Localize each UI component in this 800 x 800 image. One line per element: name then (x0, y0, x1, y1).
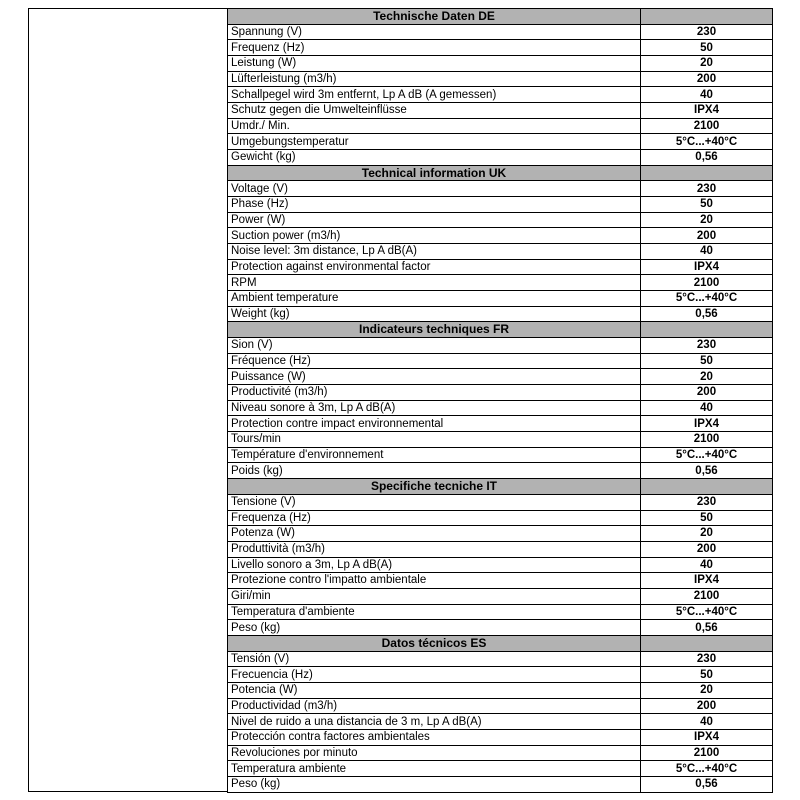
spec-row (228, 338, 773, 354)
spec-row (228, 698, 773, 714)
spec-value: 0,56 (641, 620, 773, 636)
spec-row (228, 714, 773, 730)
spec-label: Protección contra factores ambientales (228, 729, 641, 745)
spec-row (228, 306, 773, 322)
spec-value: 230 (641, 24, 773, 40)
spec-label: Livello sonoro a 3m, Lp A dB(A) (228, 557, 641, 573)
spec-value: 40 (641, 714, 773, 730)
spec-row (228, 259, 773, 275)
spec-value: 5°C...+40°C (641, 291, 773, 307)
spec-row (228, 620, 773, 636)
spec-row (228, 228, 773, 244)
spec-label: Potencia (W) (228, 682, 641, 698)
spec-value: 2100 (641, 118, 773, 134)
spec-label: Spannung (V) (228, 24, 641, 40)
spec-label: Peso (kg) (228, 776, 641, 792)
spec-value: IPX4 (641, 573, 773, 589)
spec-value: 50 (641, 197, 773, 213)
spec-row (228, 244, 773, 260)
spec-row (228, 463, 773, 479)
spec-label: Protection contre impact environnemental (228, 416, 641, 432)
spec-row (228, 651, 773, 667)
spec-label: Productivité (m3/h) (228, 385, 641, 401)
spec-label: Température d'environnement (228, 447, 641, 463)
spec-row (228, 729, 773, 745)
spec-value: 5°C...+40°C (641, 604, 773, 620)
spec-row (228, 557, 773, 573)
spec-label: Productividad (m3/h) (228, 698, 641, 714)
spec-value: 230 (641, 338, 773, 354)
section-header-value-cell (641, 165, 773, 181)
spec-label: Umdr./ Min. (228, 118, 641, 134)
spec-row (228, 667, 773, 683)
spec-label: Puissance (W) (228, 369, 641, 385)
spec-row (228, 353, 773, 369)
spec-label: Noise level: 3m distance, Lp A dB(A) (228, 244, 641, 260)
spec-label: Lüfterleistung (m3/h) (228, 71, 641, 87)
spec-row (228, 573, 773, 589)
spec-label: Peso (kg) (228, 620, 641, 636)
spec-value: 200 (641, 71, 773, 87)
spec-value: 20 (641, 56, 773, 72)
spec-value: 20 (641, 212, 773, 228)
spec-label: Suction power (m3/h) (228, 228, 641, 244)
spec-row (228, 745, 773, 761)
section-header-row (228, 479, 773, 495)
spec-value: 230 (641, 181, 773, 197)
spec-row (228, 776, 773, 792)
spec-label: Power (W) (228, 212, 641, 228)
section-title: Datos técnicos ES (228, 635, 641, 651)
spec-row (228, 181, 773, 197)
spec-label: Revoluciones por minuto (228, 745, 641, 761)
spec-value: 50 (641, 40, 773, 56)
spec-value: 40 (641, 87, 773, 103)
technical-specs-table (227, 8, 773, 793)
spec-label: Produttività (m3/h) (228, 541, 641, 557)
spec-row (228, 400, 773, 416)
spec-label: Temperatura ambiente (228, 761, 641, 777)
spec-label: Tensione (V) (228, 494, 641, 510)
spec-value: 2100 (641, 745, 773, 761)
spec-row (228, 103, 773, 119)
spec-label: Sion (V) (228, 338, 641, 354)
spec-table-body (228, 9, 773, 793)
section-header-value-cell (641, 635, 773, 651)
spec-label: Weight (kg) (228, 306, 641, 322)
spec-label: Potenza (W) (228, 526, 641, 542)
spec-label: Protezione contro l'impatto ambientale (228, 573, 641, 589)
spec-row (228, 71, 773, 87)
spec-label: Tours/min (228, 432, 641, 448)
spec-value: 200 (641, 385, 773, 401)
spec-label: Temperatura d'ambiente (228, 604, 641, 620)
spec-value: 200 (641, 228, 773, 244)
spec-value: 5°C...+40°C (641, 447, 773, 463)
section-title: Indicateurs techniques FR (228, 322, 641, 338)
spec-row (228, 40, 773, 56)
spec-row (228, 150, 773, 166)
section-header-row (228, 9, 773, 25)
spec-label: RPM (228, 275, 641, 291)
section-title: Technische Daten DE (228, 9, 641, 25)
spec-row (228, 385, 773, 401)
spec-label: Umgebungstemperatur (228, 134, 641, 150)
spec-label: Schallpegel wird 3m entfernt, Lp A dB (A gemessen) (228, 87, 641, 103)
spec-value: 2100 (641, 432, 773, 448)
spec-value: 200 (641, 541, 773, 557)
spec-value: 2100 (641, 588, 773, 604)
spec-row (228, 291, 773, 307)
spec-value: 0,56 (641, 306, 773, 322)
spec-row (228, 369, 773, 385)
spec-row (228, 510, 773, 526)
spec-label: Fréquence (Hz) (228, 353, 641, 369)
spec-row (228, 761, 773, 777)
spec-label: Niveau sonore à 3m, Lp A dB(A) (228, 400, 641, 416)
spec-value: IPX4 (641, 416, 773, 432)
spec-value: 0,56 (641, 776, 773, 792)
spec-row (228, 682, 773, 698)
spec-label: Phase (Hz) (228, 197, 641, 213)
spec-label: Frecuencia (Hz) (228, 667, 641, 683)
spec-row (228, 588, 773, 604)
spec-value: IPX4 (641, 103, 773, 119)
spec-value: 20 (641, 369, 773, 385)
spec-label: Voltage (V) (228, 181, 641, 197)
spec-value: IPX4 (641, 729, 773, 745)
section-header-row (228, 165, 773, 181)
spec-label: Ambient temperature (228, 291, 641, 307)
spec-label: Tensión (V) (228, 651, 641, 667)
empty-left-column (28, 8, 228, 792)
section-header-value-cell (641, 479, 773, 495)
spec-value: 0,56 (641, 463, 773, 479)
spec-value: 0,56 (641, 150, 773, 166)
section-header-value-cell (641, 9, 773, 25)
spec-value: 5°C...+40°C (641, 134, 773, 150)
spec-row (228, 432, 773, 448)
spec-value: 20 (641, 526, 773, 542)
spec-row (228, 447, 773, 463)
spec-value: 50 (641, 510, 773, 526)
spec-label: Gewicht (kg) (228, 150, 641, 166)
section-title: Technical information UK (228, 165, 641, 181)
spec-value: 230 (641, 494, 773, 510)
spec-label: Poids (kg) (228, 463, 641, 479)
spec-row (228, 197, 773, 213)
spec-value: 2100 (641, 275, 773, 291)
spec-value: 40 (641, 557, 773, 573)
spec-row (228, 24, 773, 40)
spec-label: Giri/min (228, 588, 641, 604)
spec-row (228, 526, 773, 542)
spec-value: 50 (641, 353, 773, 369)
spec-label: Nivel de ruido a una distancia de 3 m, Lp A dB(A) (228, 714, 641, 730)
spec-value: 200 (641, 698, 773, 714)
spec-value: 50 (641, 667, 773, 683)
spec-row (228, 87, 773, 103)
spec-value: IPX4 (641, 259, 773, 275)
spec-value: 40 (641, 400, 773, 416)
spec-row (228, 275, 773, 291)
spec-row (228, 494, 773, 510)
section-header-row (228, 635, 773, 651)
spec-value: 230 (641, 651, 773, 667)
spec-value: 40 (641, 244, 773, 260)
spec-row (228, 118, 773, 134)
section-header-row (228, 322, 773, 338)
spec-value: 5°C...+40°C (641, 761, 773, 777)
spec-label: Schutz gegen die Umwelteinflüsse (228, 103, 641, 119)
section-header-value-cell (641, 322, 773, 338)
spec-row (228, 604, 773, 620)
spec-row (228, 541, 773, 557)
spec-label: Leistung (W) (228, 56, 641, 72)
spec-row (228, 134, 773, 150)
spec-label: Frequenz (Hz) (228, 40, 641, 56)
spec-label: Frequenza (Hz) (228, 510, 641, 526)
spec-row (228, 212, 773, 228)
section-title: Specifiche tecniche IT (228, 479, 641, 495)
spec-row (228, 416, 773, 432)
spec-label: Protection against environmental factor (228, 259, 641, 275)
spec-value: 20 (641, 682, 773, 698)
spec-row (228, 56, 773, 72)
